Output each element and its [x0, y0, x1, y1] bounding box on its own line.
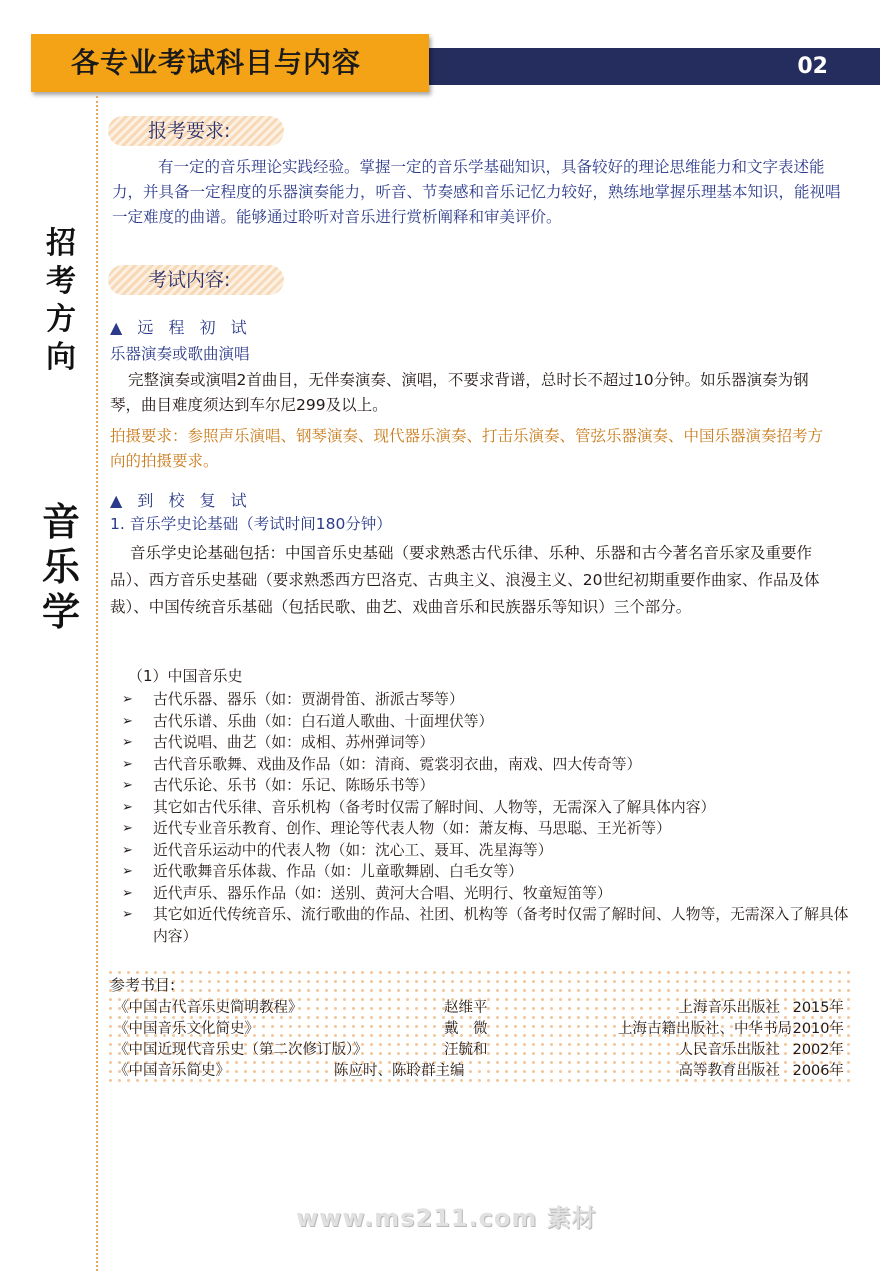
- side-char: 考: [46, 264, 76, 299]
- ref-year: 2002年: [792, 1042, 844, 1058]
- side-char: 音: [41, 500, 80, 544]
- ref-book-title: 《中国近现代音乐史（第二次修订版）》: [114, 1042, 368, 1058]
- ref-publisher: 上海古籍出版社、中华书局: [618, 1021, 792, 1037]
- page-number: 02: [797, 54, 828, 79]
- ref-author: 陈应时、陈聆群主编: [334, 1063, 465, 1079]
- arrow-bullet-icon: ➢: [122, 842, 133, 858]
- header-bar: [420, 48, 880, 85]
- arrow-bullet-icon: ➢: [122, 907, 133, 922]
- ref-publisher: 人民音乐出版社: [678, 1042, 780, 1058]
- ref-book-title: 《中国古代音乐史简明教程》: [114, 1000, 303, 1016]
- ref-book-title: 《中国音乐文化简史》: [114, 1021, 259, 1037]
- china-music-history-list: [118, 689, 853, 947]
- list-item: ➢ 其它如近代传统音乐、流行歌曲的作品、社团、机构等（备考时仅需了解时间、人物等，无需深入了解具体内容）: [122, 906, 849, 945]
- list-item: ➢ 古代音乐歌舞、戏曲及作品（如：清商、霓裳羽衣曲，南戏、四大传奇等）: [118, 754, 853, 776]
- watermark: www.ms211.com 素材: [296, 1204, 597, 1232]
- onsite-heading: ▲ 到 校 复 试: [110, 491, 252, 510]
- arrow-bullet-icon: ➢: [122, 778, 133, 793]
- list-item: ➢ 古代说唱、曲艺（如：成相、苏州弹词等）: [118, 732, 853, 754]
- ref-author: 戴 微: [444, 1021, 488, 1037]
- side-char: 向: [46, 340, 76, 375]
- remote-text: 完整演奏或演唱2首曲目，无伴奏演奏、演唱，不要求背谱，总时长不超过10分钟。如乐器演奏为钢琴，曲目难度须达到车尔尼299及以上。: [110, 371, 809, 414]
- list-item: ➢ 其它如古代乐律、音乐机构（备考时仅需了解时间、人物等，无需深入了解具体内容）: [118, 797, 853, 819]
- ref-author: 汪毓和: [444, 1042, 488, 1058]
- list-item: ➢ 古代乐谱、乐曲（如：白石道人歌曲、十面埋伏等）: [118, 711, 853, 733]
- onsite-text: 音乐学史论基础包括：中国音乐史基础（要求熟悉古代乐律、乐种、乐器和古今著名音乐家及重要作品）、西方音乐史基础（要求熟悉西方巴洛克、古典主义、浪漫主义、20世纪初期重要作曲家、作品及体裁）、中国传统音乐基础（包括民歌、曲艺、戏曲音乐和民族器乐等知识）三个部分。: [110, 544, 820, 616]
- section-label-content: 考试内容:: [108, 265, 284, 295]
- ref-publisher: 上海音乐出版社: [678, 1000, 780, 1016]
- side-dotted-rule: [96, 96, 98, 1271]
- reference-row: [106, 998, 850, 1019]
- side-char: 方: [46, 302, 76, 337]
- arrow-bullet-icon: ➢: [122, 756, 133, 772]
- page-title: 各专业考试科目与内容: [31, 34, 429, 92]
- arrow-bullet-icon: ➢: [122, 864, 133, 879]
- list-item: ➢ 古代乐论、乐书（如：乐记、陈旸乐书等）: [118, 775, 853, 797]
- remote-heading: ▲ 远 程 初 试: [110, 318, 252, 337]
- reference-row: [106, 1019, 850, 1040]
- ref-book-title: 《中国音乐简史》: [114, 1063, 230, 1079]
- requirements-text: 有一定的音乐理论实践经验。掌握一定的音乐学基础知识，具备较好的理论思维能力和文字表述能力，并具备一定程度的乐器演奏能力，听音、节奏感和音乐记忆力较好，熟练地掌握乐理基本知识，能视唱一定难度的曲谱。能够通过聆听对音乐进行赏析阐释和审美评价。: [112, 158, 841, 226]
- arrow-bullet-icon: ➢: [122, 799, 133, 815]
- list-item: ➢ 近代声乐、器乐作品（如：送别、黄河大合唱、光明行、牧童短笛等）: [118, 883, 853, 905]
- list-title: （1）中国音乐史: [128, 667, 243, 685]
- ref-publisher: 高等教育出版社: [678, 1063, 780, 1079]
- reference-row: [106, 1040, 850, 1061]
- arrow-bullet-icon: ➢: [122, 885, 133, 901]
- side-heading-direction: [38, 225, 84, 377]
- remote-subheading: 乐器演奏或歌曲演唱: [110, 345, 250, 363]
- ref-author: 赵维平: [444, 1000, 488, 1016]
- arrow-bullet-icon: ➢: [122, 692, 133, 707]
- list-item: ➢ 近代音乐运动中的代表人物（如：沈心工、聂耳、冼星海等）: [118, 840, 853, 862]
- list-item: ➢ 近代专业音乐教育、创作、理论等代表人物（如：萧友梅、马思聪、王光祈等）: [118, 818, 853, 840]
- ref-year: 2015年: [792, 1000, 844, 1016]
- reference-row: [106, 1061, 850, 1082]
- side-char: 招: [46, 226, 76, 261]
- arrow-bullet-icon: ➢: [122, 713, 133, 729]
- side-char: 学: [41, 590, 80, 634]
- list-item: ➢ 近代歌舞音乐体裁、作品（如：儿童歌舞剧、白毛女等）: [118, 861, 853, 883]
- side-char: 乐: [41, 545, 80, 589]
- remote-filming-requirements: 拍摄要求：参照声乐演唱、钢琴演奏、现代器乐演奏、打击乐演奏、管弦乐器演奏、中国乐器演奏招考方向的拍摄要求。: [110, 427, 824, 470]
- arrow-bullet-icon: ➢: [122, 735, 133, 750]
- references-box: [106, 968, 850, 1088]
- ref-year: 2006年: [792, 1063, 844, 1079]
- list-item: ➢ 古代乐器、器乐（如：贾湖骨笛、浙派古琴等）: [118, 689, 853, 711]
- references-title: 参考书目:: [110, 976, 176, 994]
- side-heading-major: [38, 500, 84, 635]
- ref-year: 2010年: [792, 1021, 844, 1037]
- section-label-requirements: 报考要求:: [108, 116, 284, 146]
- onsite-subheading: 1. 音乐学史论基础（考试时间180分钟）: [110, 515, 392, 533]
- arrow-bullet-icon: ➢: [122, 821, 133, 836]
